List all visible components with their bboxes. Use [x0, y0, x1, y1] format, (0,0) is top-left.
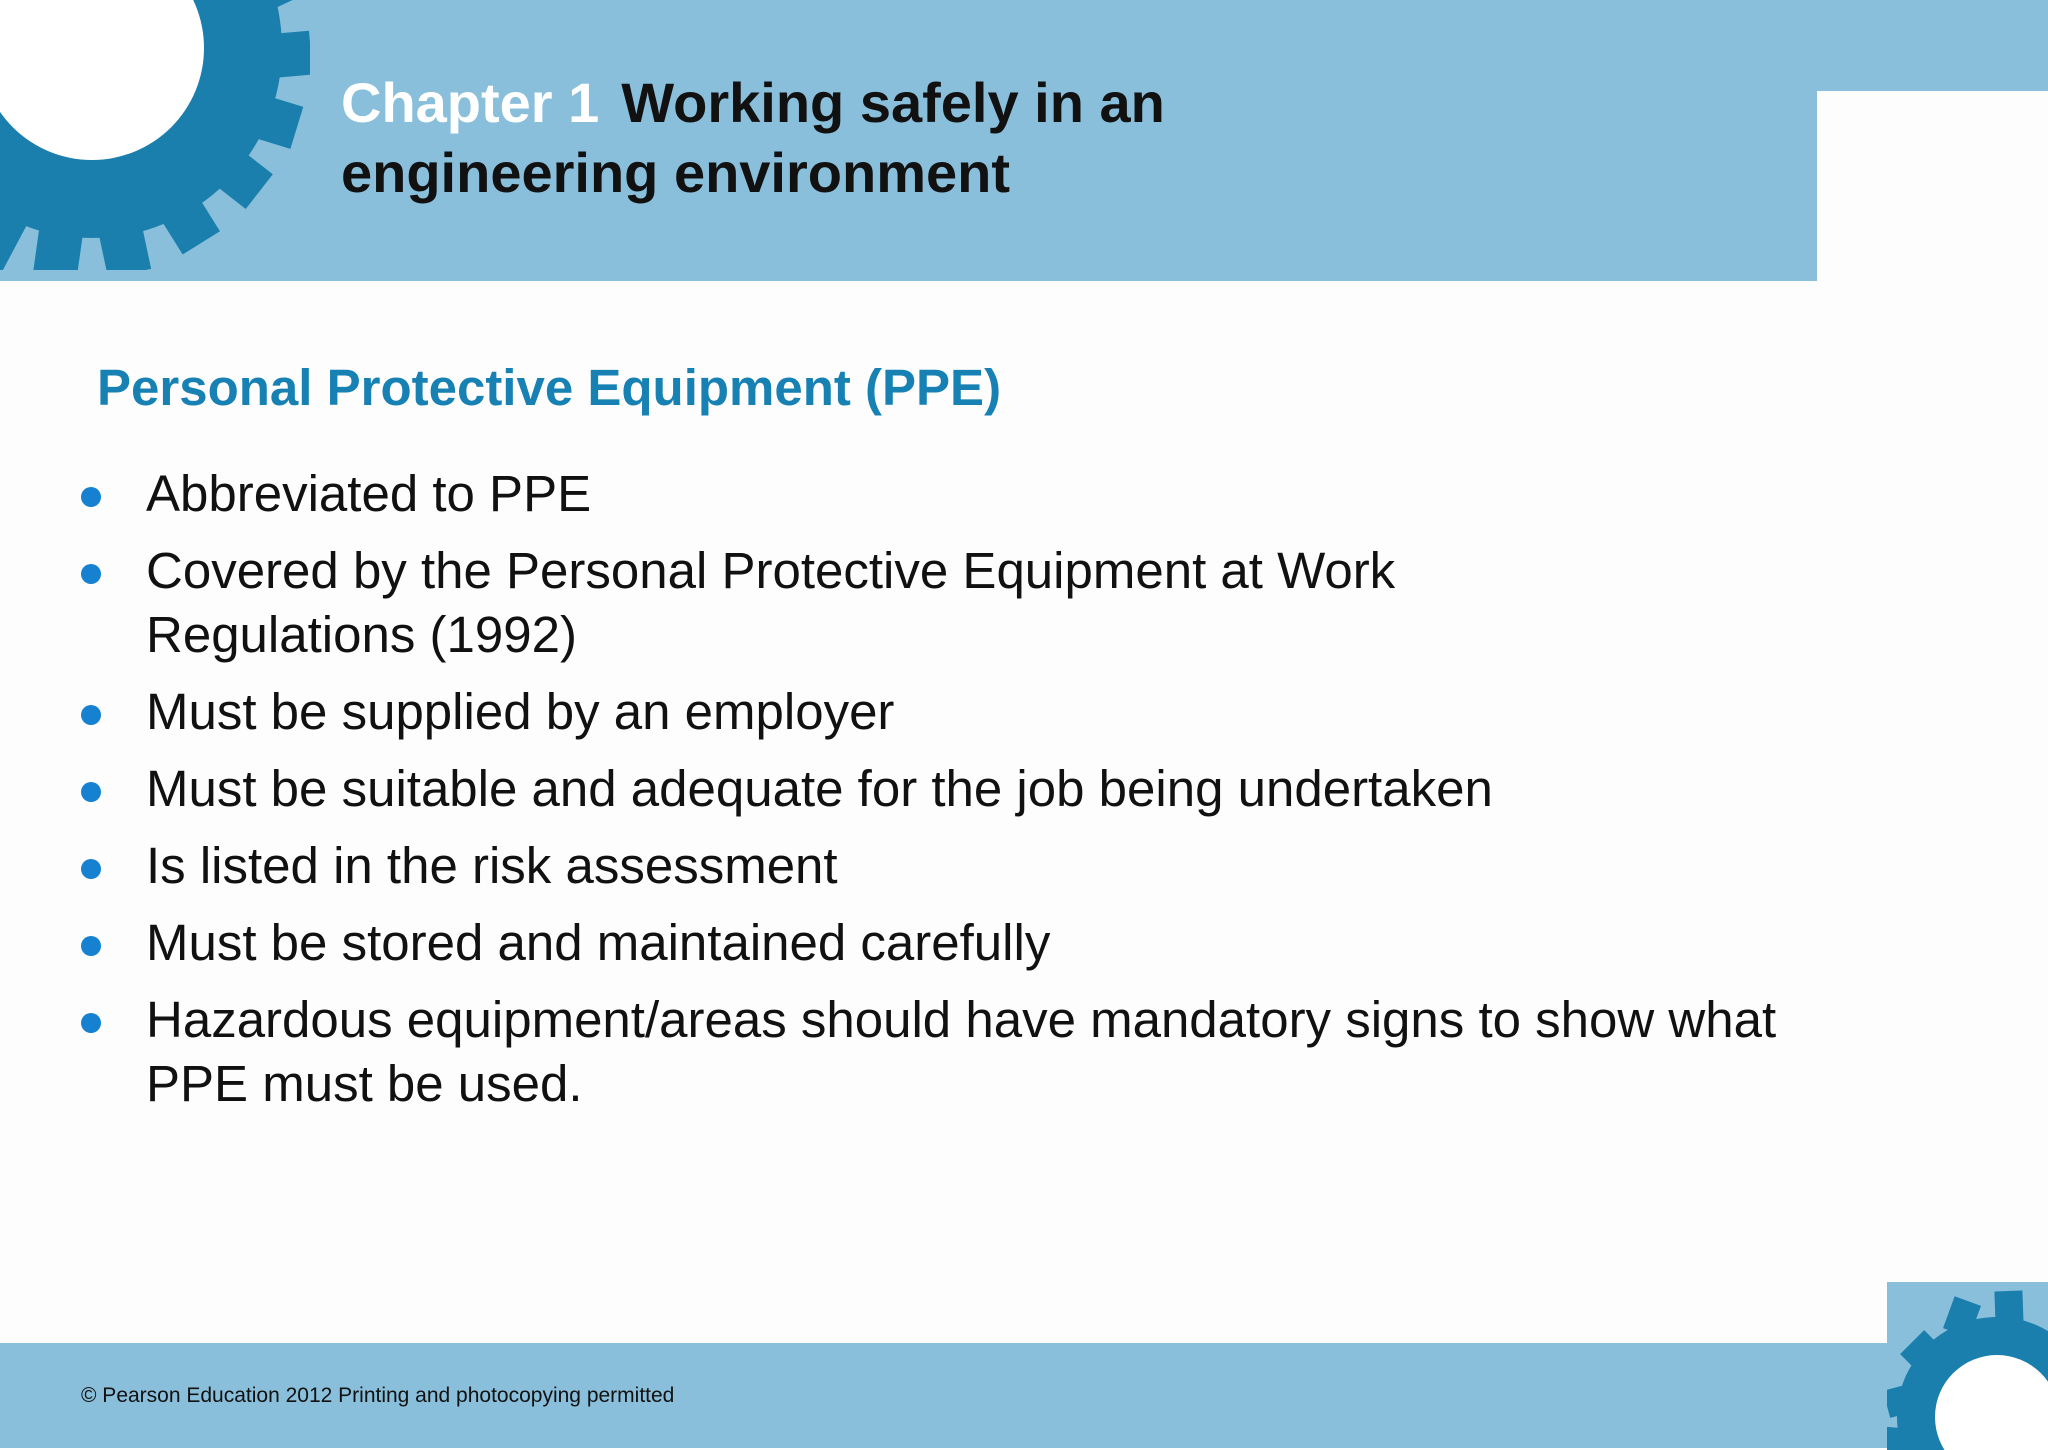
- bullet-item: [76, 680, 1776, 744]
- bullet-dot-icon: [81, 564, 101, 584]
- bullet-item: [76, 834, 1776, 898]
- slide-title: [341, 68, 1741, 208]
- bullet-item: [76, 462, 1776, 526]
- bullet-item: [76, 988, 1836, 1116]
- bullet-item: [76, 911, 1776, 975]
- bullet-dot-icon: [81, 936, 101, 956]
- title-line-2: engineering environment: [341, 141, 1010, 204]
- bullet-dot-icon: [81, 859, 101, 879]
- bullet-text: Must be suitable and adequate for the job being undertaken: [146, 760, 1493, 817]
- chapter-label: Chapter 1: [341, 71, 600, 134]
- bullet-dot-icon: [81, 1013, 101, 1033]
- bullet-dot-icon: [81, 487, 101, 507]
- gear-logo-icon: [0, 0, 310, 270]
- bullet-dot-icon: [81, 782, 101, 802]
- bullet-text: Covered by the Personal Protective Equipment at Work Regulations (1992): [146, 542, 1396, 663]
- copyright-notice: © Pearson Education 2012 Printing and photocopying permitted: [81, 1384, 675, 1407]
- bullet-text: Is listed in the risk assessment: [146, 837, 838, 894]
- footer-corner: [1887, 1282, 2048, 1450]
- bullet-list: [76, 462, 1776, 1129]
- gear-corner-icon: [1887, 1282, 2048, 1450]
- section-heading: Personal Protective Equipment (PPE): [97, 359, 1002, 416]
- bullet-text: Must be supplied by an employer: [146, 683, 895, 740]
- bullet-dot-icon: [81, 705, 101, 725]
- bullet-item: [76, 539, 1546, 667]
- title-line-1: Working safely in an: [621, 71, 1165, 134]
- bullet-item: [76, 757, 1776, 821]
- bullet-text: Abbreviated to PPE: [146, 465, 592, 522]
- bullet-text: Hazardous equipment/areas should have mandatory signs to show what PPE must be used.: [146, 991, 1777, 1112]
- bullet-text: Must be stored and maintained carefully: [146, 914, 1051, 971]
